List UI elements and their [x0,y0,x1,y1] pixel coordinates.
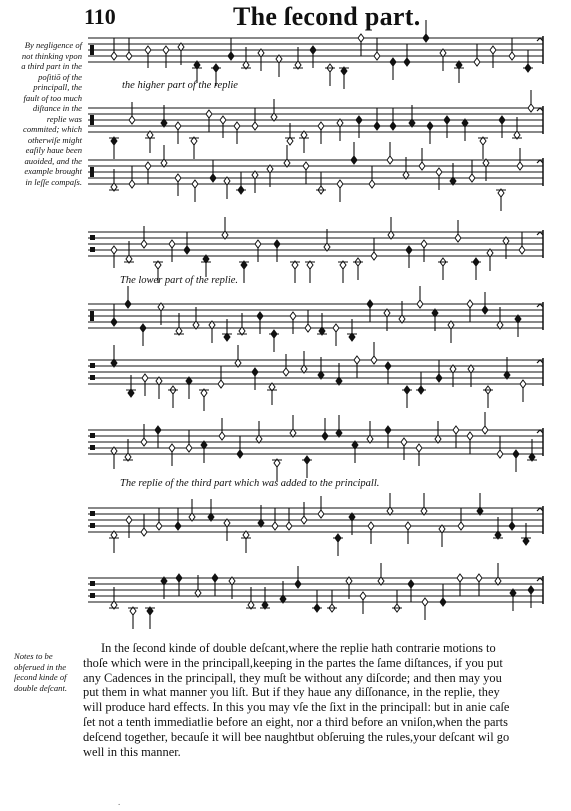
note-head [440,598,446,606]
note-head [416,444,422,452]
note-head [351,156,357,164]
note-head [417,300,423,308]
note-head [520,380,526,388]
note-head [252,122,258,130]
note-head [444,116,450,124]
f-clef-icon [90,581,95,586]
note-head [219,432,225,440]
note-head [141,240,147,248]
note-head [499,116,505,124]
note-head [176,574,182,582]
note-head [404,58,410,66]
note-head [467,432,473,440]
f-clef-icon [90,511,95,516]
note-head [419,162,425,170]
body-line: well in this manner. [83,744,181,759]
note-head [237,450,243,458]
body-line: any Cadences in the principall, they muſt be without any diſcorde; and then may you [83,670,502,685]
note-head [356,116,362,124]
f-clef-icon [90,593,95,598]
note-head [255,240,261,248]
body-paragraph [83,641,545,759]
note-head [517,162,523,170]
note-head [303,162,309,170]
note-head [401,438,407,446]
note-head [126,52,132,60]
c-clef-icon [90,311,94,321]
note-head [354,356,360,364]
note-head [337,180,343,188]
note-head [111,52,117,60]
note-head [408,580,414,588]
note-head [125,300,131,308]
note-head [274,240,280,248]
note-head [474,58,480,66]
body-line: put them in what manner you liſt. But if they haue any diſſonance, in the replie, they [83,685,500,700]
note-head [519,246,525,254]
note-head [360,592,366,600]
note-head [155,426,161,434]
note-head [333,324,339,332]
note-head [186,444,192,452]
note-head [257,312,263,320]
note-head [390,122,396,130]
body-line: thoſe which were in the principall,keeping in the partes the ſame diſtances, if you put [83,655,503,670]
note-head [371,252,377,260]
note-head [220,116,226,124]
note-head [145,46,151,54]
note-head [497,450,503,458]
note-head [467,300,473,308]
note-head [490,46,496,54]
note-head [252,368,258,376]
note-head [175,174,181,182]
note-head [318,122,324,130]
body-line: ſet not a tenth immediatlie before an eight, nor a third before an vniſon,when the parts [83,714,508,729]
note-head [385,426,391,434]
note-head [142,374,148,382]
note-head [318,510,324,518]
note-head [406,246,412,254]
note-head [528,586,534,594]
note-head [175,122,181,130]
note-head [436,374,442,382]
note-head [455,234,461,242]
note-head [295,580,301,588]
caption-lower-part: The lower part of the replie. [120,275,239,286]
note-head [141,438,147,446]
footer-mark: . [118,797,121,807]
note-head [387,156,393,164]
note-head [286,522,292,530]
note-head [218,380,224,388]
c-clef-icon [90,45,94,55]
note-head [228,52,234,60]
note-head [374,52,380,60]
note-head [374,122,380,130]
body-line: will produce hard effects. In this you may vſe the ſixt in the principall: but in anie caſe [83,700,510,715]
note-head [310,46,316,54]
note-head [436,168,442,176]
note-head [322,432,328,440]
note-head [141,528,147,536]
margin-note-negligence: By negligence of not thinking vpon a third part in the poſitiō of the principall, the fault of too much diſtance in the replie was commited; which otherwiſe might eaſily haue been auoided, and the example brought in leſſe compaſs. [21,40,82,187]
note-head [423,34,429,42]
c-clef-icon [90,115,94,125]
body-line: deſcend together, becauſe it will bee naughtbut obſeruing the rules,your deſcant wil go [83,729,510,744]
note-head [145,162,151,170]
note-head [111,246,117,254]
note-head [358,34,364,42]
note-head [367,300,373,308]
page-number: 110 [84,4,116,29]
f-clef-icon [90,363,95,368]
c-clef-icon [90,167,94,177]
note-head [212,574,218,582]
running-title: The ſecond part. [233,2,421,31]
f-clef-icon [90,375,95,380]
note-head [390,58,396,66]
f-clef-icon [90,433,95,438]
note-head [421,240,427,248]
note-head [469,174,475,182]
f-clef-icon [90,247,95,252]
caption-third-part: The replie of the third part which was added to the principall. [120,478,380,489]
note-head [457,574,463,582]
note-head [184,246,190,254]
note-head [513,450,519,458]
note-head [129,180,135,188]
note-head [368,522,374,530]
note-head [305,324,311,332]
note-head [453,426,459,434]
note-head [111,318,117,326]
note-head [283,368,289,376]
note-head [371,356,377,364]
note-head [126,516,132,524]
note-head [509,52,515,60]
note-head [458,522,464,530]
note-head [385,362,391,370]
margin-note-double-descant: Notes to be obſerued in the ſecond kinde of double deſcant. [14,651,67,693]
note-head [509,522,515,530]
note-head [528,104,534,112]
note-head [301,516,307,524]
note-head [422,598,428,606]
note-head [192,180,198,188]
caption-higher-part: the higher part of the replie [122,80,238,91]
body-line: In the ſecond kinde of double deſcant,where the replie hath contrarie motions to [101,641,496,655]
note-head [482,306,488,314]
note-head [169,444,175,452]
note-head [290,312,296,320]
note-head [129,116,135,124]
note-head [210,174,216,182]
note-head [476,574,482,582]
f-clef-icon [90,445,95,450]
note-head [405,522,411,530]
note-head [156,522,162,530]
note-head [175,522,181,530]
note-head [234,122,240,130]
note-head [272,522,278,530]
f-clef-icon [90,235,95,240]
note-head [427,122,433,130]
note-head [140,324,146,332]
note-head [369,180,375,188]
note-head [206,110,212,118]
note-head [169,240,175,248]
f-clef-icon [90,523,95,528]
note-head [482,426,488,434]
note-head [163,46,169,54]
